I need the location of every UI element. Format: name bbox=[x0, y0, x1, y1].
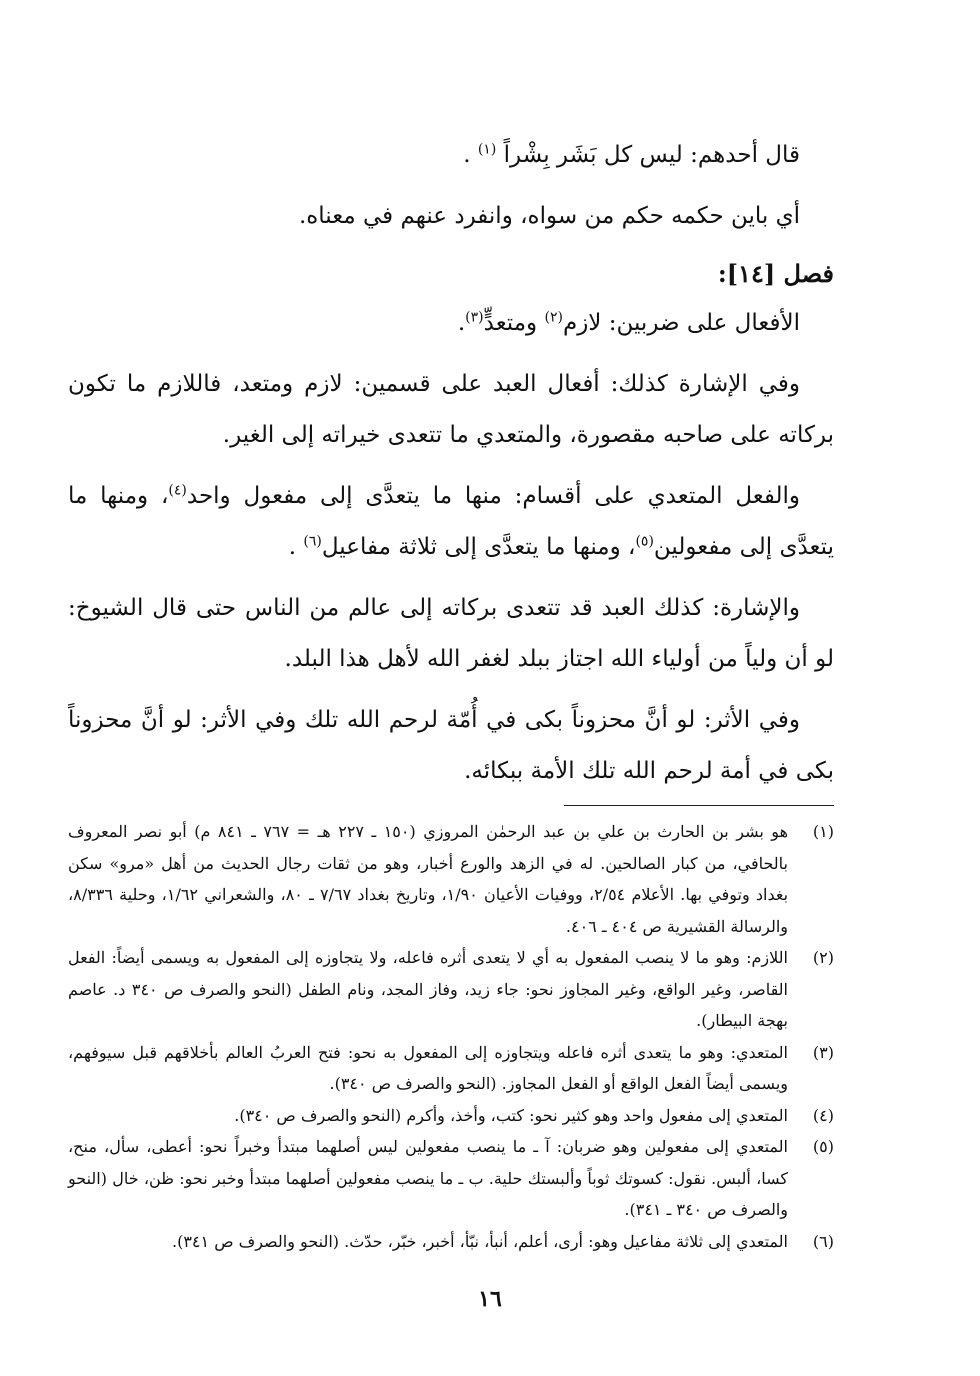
footnote-divider bbox=[564, 805, 834, 806]
footnote-number: (٦) bbox=[812, 1231, 834, 1251]
paragraph-1-text: قال أحدهم: ليس كل بَشَر بِشْراً bbox=[503, 142, 800, 168]
page-number: ١٦ bbox=[478, 1286, 502, 1312]
footnote-number: (٢) bbox=[812, 948, 834, 967]
paragraph-3-text-b: ومتعدٍّ bbox=[483, 310, 545, 336]
paragraph-3-end: . bbox=[457, 310, 466, 336]
footnote-number: (٣) bbox=[812, 1042, 834, 1062]
footnote-item bbox=[68, 1100, 834, 1132]
footnote-text: المتعدي إلى ثلاثة مفاعيل وهو: أرى، أعلم، أنبأ، نبّأ، أخبر، خبّر، حدّث. (النحو والصرف ص ٣٤١). bbox=[172, 1231, 788, 1251]
paragraph-5-end: . bbox=[288, 534, 297, 560]
footnote-ref-6[interactable]: (٦) bbox=[303, 533, 322, 550]
footnote-item bbox=[68, 1226, 834, 1258]
paragraph-1 bbox=[68, 130, 834, 181]
footnote-number: (٥) bbox=[812, 1137, 834, 1156]
footnote-text: اللازم: وهو ما لا ينصب المفعول به أي لا يتعدى أثره فاعله، ولا يتجاوزه إلى المفعول به ويسمى أيضاً: الفعل القاصر، وغير الواقع، وغير المجاوز نحو: جاء زيد، وفاز المجد، ونام الطفل (النحو والصرف ص ٣٤٠ د. عاصم بهجة البيطار). bbox=[68, 948, 788, 1030]
footnote-item bbox=[68, 816, 834, 942]
paragraph-6: والإشارة: كذلك العبد قد تتعدى بركاته إلى عالم من الناس حتى قال الشيوخ: لو أن ولياً من أولياء الله اجتاز ببلد لغفر الله لأهل هذا البلد. bbox=[68, 595, 834, 672]
footnotes bbox=[68, 816, 834, 1257]
footnote-ref-3[interactable]: (٣) bbox=[465, 309, 484, 326]
footnote-ref-4[interactable]: (٤) bbox=[168, 482, 187, 499]
paragraph-5-text-a: والفعل المتعدي على أقسام: منها ما يتعدَّى إلى مفعول واحد bbox=[186, 483, 800, 509]
footnote-number: (٤) bbox=[812, 1105, 834, 1125]
footnote-ref-2[interactable]: (٢) bbox=[544, 309, 563, 326]
main-text bbox=[68, 130, 834, 797]
page-content bbox=[68, 130, 834, 1257]
footnote-item bbox=[68, 942, 834, 1037]
footnote-text: المتعدي إلى مفعولين وهو ضربان: آ ـ ما ينصب مفعولين ليس أصلهما مبتدأ وخبراً نحو: أعطى، سأل، منح، كسا، ألبس. نقول: كسوتك ثوباً وألبستك حلية. ب ـ ما ينصب مفعولين أصلهما مبتدأ وخبر نحو: ظن، خال (النحو والصرف ص ٣٤٠ ـ ٣٤١). bbox=[68, 1137, 788, 1219]
footnote-item bbox=[68, 1131, 834, 1226]
footnote-text: المتعدي إلى مفعول واحد وهو كثير نحو: كتب، وأخذ، وأكرم (النحو والصرف ص ٣٤٠). bbox=[234, 1105, 788, 1125]
footnote-text: المتعدي: وهو ما يتعدى أثره فاعله ويتجاوزه إلى المفعول به نحو: فتح العربُ العالم بأخلاقهم قبل سيوفهم، ويسمى أيضاً الفعل الواقع أو الفعل المجاوز. (النحو والصرف ص ٣٤٠). bbox=[68, 1042, 788, 1093]
footnote-text: هو بشر بن الحارث بن علي بن عبد الرحمٰن المروزي (١٥٠ ـ ٢٢٧ هـ = ٧٦٧ ـ ٨٤١ م) أبو نصر المعروف بالحافي، من كبار الصالحين. له في الزهد والورع أخبار، وهو من ثقات رجال الحديث من أهل «مرو» سكن بغداد وتوفي بها. الأعلام ٢/٥٤، ووفيات الأعيان ١/٩٠، وتاريخ بغداد ٧/٦٧ ـ ٨٠، والشعراني ١/٦٢، وحلية ٨/٣٣٦، والرسالة القشيرية ص ٤٠٤ ـ ٤٠٦. bbox=[68, 822, 789, 936]
paragraph-1-end: . bbox=[463, 142, 471, 168]
paragraph-5-text-c: ، ومنها ما يتعدَّى إلى ثلاثة مفاعيل bbox=[321, 534, 636, 560]
paragraph-4: وفي الإشارة كذلك: أفعال العبد على قسمين: لازم ومتعد، فاللازم ما تكون بركاته على صاحبه مقصورة، والمتعدي ما تتعدى خيراته إلى الغير. bbox=[68, 371, 834, 448]
footnote-number: (١) bbox=[812, 822, 834, 841]
section-heading: فصل [١٤]: bbox=[717, 259, 834, 288]
paragraph-5 bbox=[68, 471, 834, 573]
paragraph-5-text-b: ، ومنها ما يتعدَّى إلى مفعولين bbox=[68, 483, 834, 560]
paragraph-3 bbox=[68, 298, 834, 349]
paragraph-3-text-a: الأفعال على ضربين: لازم bbox=[562, 310, 800, 336]
paragraph-7: وفي الأثر: لو أنَّ محزوناً بكى في أُمّة لرحم الله تلك وفي الأثر: لو أنَّ محزوناً بكى في أمة لرحم الله تلك الأمة ببكائه. bbox=[68, 707, 834, 784]
footnote-item bbox=[68, 1037, 834, 1100]
paragraph-2: أي باين حكمه حكم من سواه، وانفرد عنهم في معناه. bbox=[298, 203, 800, 229]
footnote-ref-5[interactable]: (٥) bbox=[635, 533, 654, 550]
footnote-ref-1[interactable]: (١) bbox=[477, 141, 497, 158]
